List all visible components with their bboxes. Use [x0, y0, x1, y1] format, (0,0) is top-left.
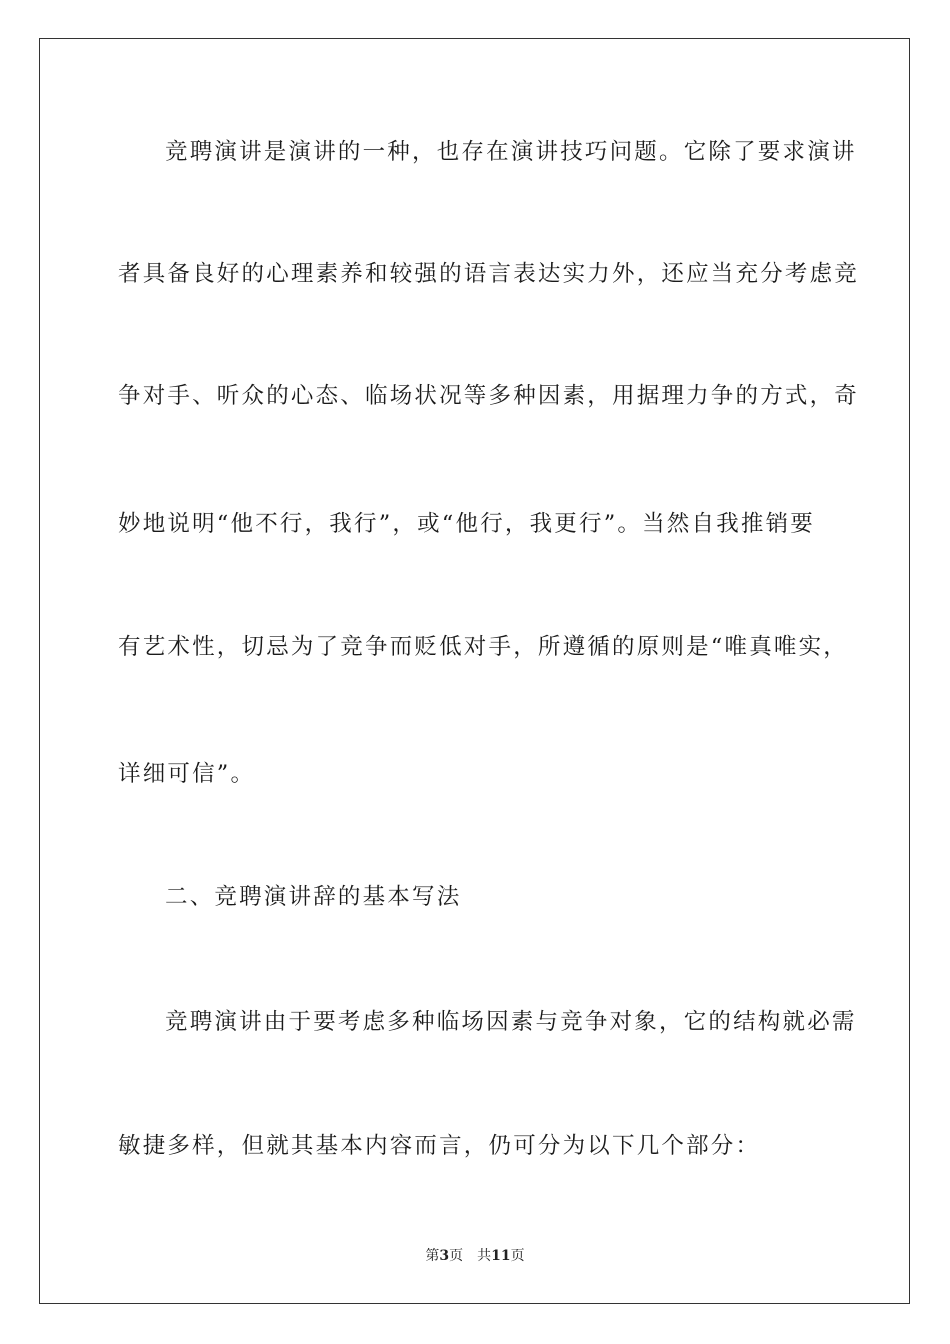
page-footer: [0, 1247, 950, 1265]
total-label-suffix: 页: [510, 1248, 525, 1264]
paragraph-1-line-6: 详细可信”。: [118, 761, 256, 787]
page-label-prefix: 第: [425, 1248, 440, 1264]
total-label-prefix: 共: [477, 1248, 492, 1264]
paragraph-1-line-2: 者具备良好的心理素养和较强的语言表达实力外，还应当充分考虑竞: [118, 261, 860, 287]
current-page-number: 3: [439, 1248, 450, 1264]
paragraph-1-line-5: 有艺术性，切忌为了竞争而贬低对手，所遵循的原则是“唯真唯实，: [118, 634, 849, 660]
page-label-suffix: 页: [449, 1248, 464, 1264]
paragraph-1-line-4: 妙地说明“他不行，我行”，或“他行，我更行”。当然自我推销要: [118, 511, 816, 537]
paragraph-2-line-2: 敏捷多样，但就其基本内容而言，仍可分为以下几个部分：: [118, 1133, 761, 1159]
paragraph-2-line-1: 竞聘演讲由于要考虑多种临场因素与竞争对象，它的结构就必需: [165, 1009, 857, 1035]
paragraph-1-line-1: 竞聘演讲是演讲的一种，也存在演讲技巧问题。它除了要求演讲: [165, 139, 857, 165]
total-page-count: 11: [491, 1248, 511, 1264]
paragraph-1-line-3: 争对手、听众的心态、临场状况等多种因素，用据理力争的方式，奇: [118, 383, 860, 409]
section-heading: 二、竞聘演讲辞的基本写法: [165, 884, 462, 910]
page-border: [39, 38, 910, 1304]
